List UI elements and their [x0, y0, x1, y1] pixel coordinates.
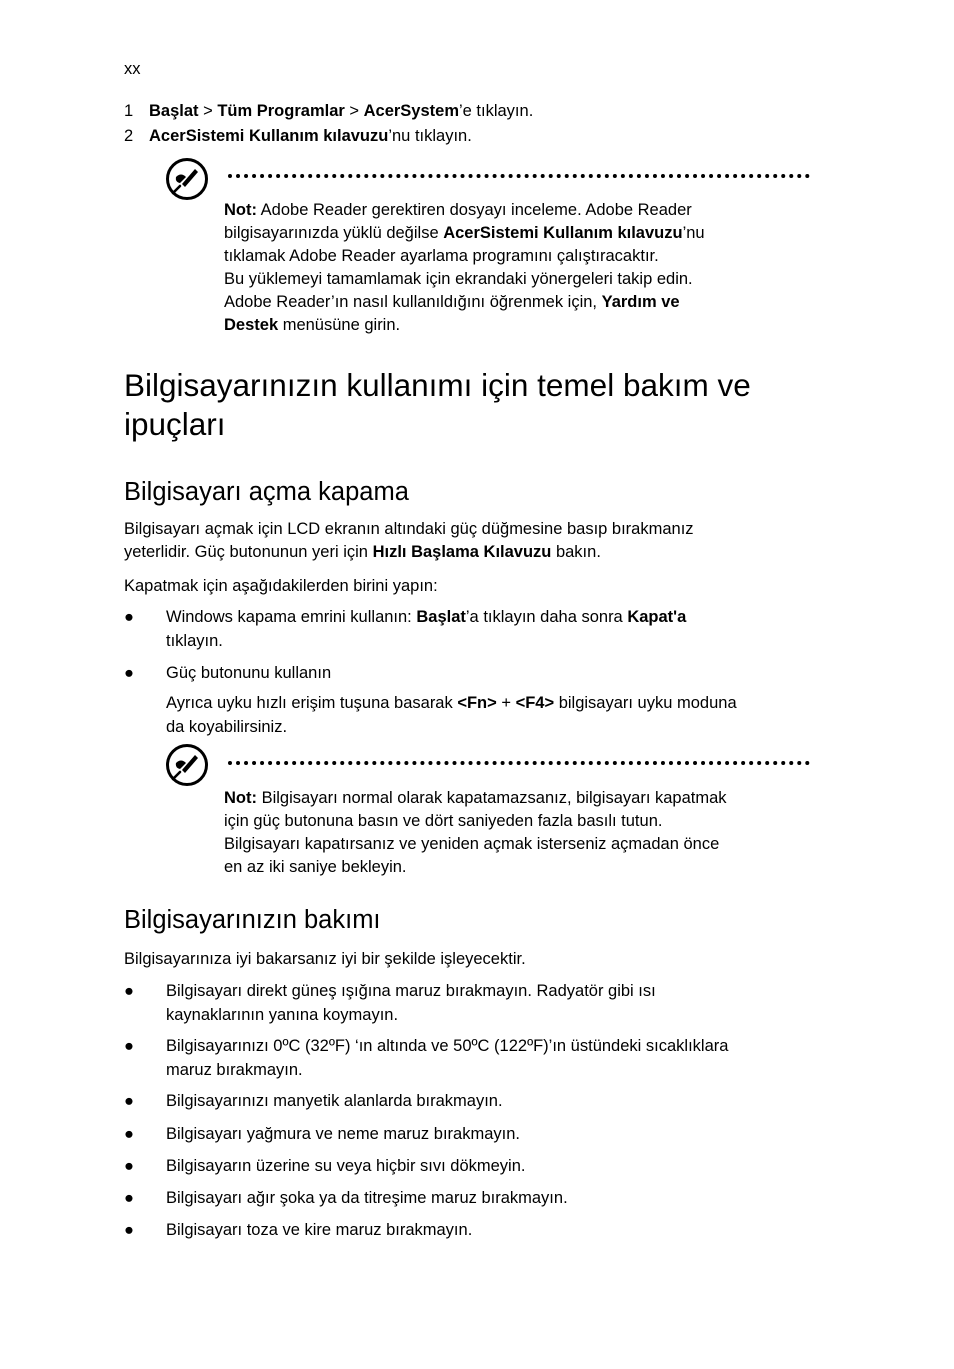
list-item: Bilgisayarı toza ve kire maruz bırakmayın.	[166, 1221, 473, 1239]
paragraph-text: bakın.	[551, 543, 601, 561]
list-bold: Başlat	[416, 608, 466, 626]
bullet-dot: ●	[124, 1221, 134, 1239]
bullet-dot: ●	[124, 982, 134, 1000]
bullet-dot: ●	[124, 1092, 134, 1110]
step-sep: >	[198, 102, 218, 120]
page-number: xx	[124, 60, 141, 78]
paragraph: Kapatmak için aşağıdakilerden birini yapın:	[124, 577, 438, 595]
step-2	[124, 125, 472, 148]
bullet-dot: ●	[124, 608, 134, 626]
bullet-dot: ●	[124, 1157, 134, 1175]
paragraph: Bilgisayarınıza iyi bakarsanız iyi bir şekilde işleyecektir.	[124, 950, 526, 968]
list-text: Windows kapama emrini kullanın:	[166, 608, 417, 626]
list-text: Bilgisayarınızı 0ºC (32ºF) ‘ın altında ve 50ºC (122ºF)’ın üstündeki sıcaklıklara	[166, 1037, 729, 1055]
list-text: kaynaklarının yanına koymayın.	[166, 1005, 399, 1024]
list-text: +	[496, 694, 516, 712]
note-text: en az iki saniye bekleyin.	[224, 858, 407, 876]
bullet-dot: ●	[124, 664, 134, 682]
note-text: Adobe Reader gerektiren dosyayı inceleme. Adobe Reader	[256, 201, 692, 219]
list-text: bilgisayarı uyku moduna	[554, 694, 737, 712]
note-label: Not:	[224, 201, 257, 219]
bullet-dot: ●	[124, 1037, 134, 1055]
note-label: Not:	[224, 789, 257, 807]
list-text: da koyabilirsiniz.	[166, 717, 288, 736]
note-icon	[165, 157, 209, 201]
list-item: Bilgisayarın üzerine su veya hiçbir sıvı dökmeyin.	[166, 1157, 526, 1175]
step-text: ’e tıklayın.	[459, 102, 534, 120]
step-number: 2	[124, 127, 134, 145]
main-title-line: Bilgisayarınızın kullanımı için temel bakım ve	[124, 367, 751, 403]
step-bold: Tüm Programlar	[217, 102, 345, 120]
bullet-dot: ●	[124, 1125, 134, 1143]
section-heading-care: Bilgisayarınızın bakımı	[124, 906, 381, 934]
note-divider	[228, 174, 810, 178]
note-divider	[228, 761, 810, 765]
paragraph	[124, 518, 824, 564]
note-text: Bu yüklemeyi tamamlamak için ekrandaki yönergeleri takip edin.	[224, 270, 693, 288]
note-text: Bilgisayarı kapatırsanız ve yeniden açmak isterseniz açmadan önce	[224, 835, 720, 853]
step-bold: AcerSistemi Kullanım kılavuzu	[149, 127, 389, 145]
note-box	[224, 787, 814, 879]
list-text: tıklayın.	[166, 631, 223, 650]
key-f4: <F4>	[515, 694, 555, 712]
step-bold: AcerSystem	[363, 102, 459, 120]
list-item	[166, 606, 816, 653]
note-icon	[165, 743, 209, 787]
note-text: tıklamak Adobe Reader ayarlama programını çalıştıracaktır.	[224, 247, 659, 265]
paragraph-bold: Hızlı Başlama Kılavuzu	[372, 543, 552, 561]
paragraph-text: yeterlidir. Güç butonunun yeri için	[124, 543, 373, 561]
note-text: ’nu	[682, 224, 705, 242]
list-item: Güç butonunu kullanın	[166, 664, 332, 682]
note-text: menüsüne girin.	[278, 316, 401, 334]
list-bold: Kapat'a	[627, 608, 687, 626]
section-heading-power: Bilgisayarı açma kapama	[124, 478, 409, 506]
step-text: ’nu tıklayın.	[388, 127, 472, 145]
main-title	[124, 366, 824, 444]
step-sep: >	[344, 102, 364, 120]
note-text: Bilgisayarı normal olarak kapatamazsanız, bilgisayarı kapatmak	[256, 789, 727, 807]
list-text: Bilgisayarı direkt güneş ışığına maruz bırakmayın. Radyatör gibi ısı	[166, 982, 656, 1000]
note-text: bilgisayarınızda yüklü değilse	[224, 224, 444, 242]
note-text: Adobe Reader’ın nasıl kullanıldığını öğrenmek için,	[224, 293, 602, 311]
list-item	[166, 1035, 816, 1082]
bullet-dot: ●	[124, 1189, 134, 1207]
list-item: Bilgisayarı yağmura ve neme maruz bırakmayın.	[166, 1125, 520, 1143]
step-bold: Başlat	[149, 102, 199, 120]
list-item	[166, 980, 816, 1027]
note-box	[224, 199, 814, 337]
list-item: Bilgisayarı ağır şoka ya da titreşime maruz bırakmayın.	[166, 1189, 568, 1207]
step-number: 1	[124, 102, 134, 120]
note-bold: AcerSistemi Kullanım kılavuzu	[443, 224, 683, 242]
paragraph-line: Bilgisayarı açmak için LCD ekranın altındaki güç düğmesine basıp bırakmanız	[124, 520, 694, 538]
list-text: maruz bırakmayın.	[166, 1060, 303, 1079]
note-bold: Destek	[224, 316, 279, 334]
list-subtext	[166, 692, 816, 739]
key-fn: <Fn>	[457, 694, 497, 712]
list-item: Bilgisayarınızı manyetik alanlarda bırakmayın.	[166, 1092, 503, 1110]
main-title-line: ipuçları	[124, 406, 226, 442]
step-1	[124, 100, 533, 123]
note-text: için güç butonuna basın ve dört saniyeden fazla basılı tutun.	[224, 812, 663, 830]
note-bold: Yardım ve	[601, 293, 680, 311]
list-text: ’a tıklayın daha sonra	[465, 608, 628, 626]
list-text: Ayrıca uyku hızlı erişim tuşuna basarak	[166, 694, 458, 712]
